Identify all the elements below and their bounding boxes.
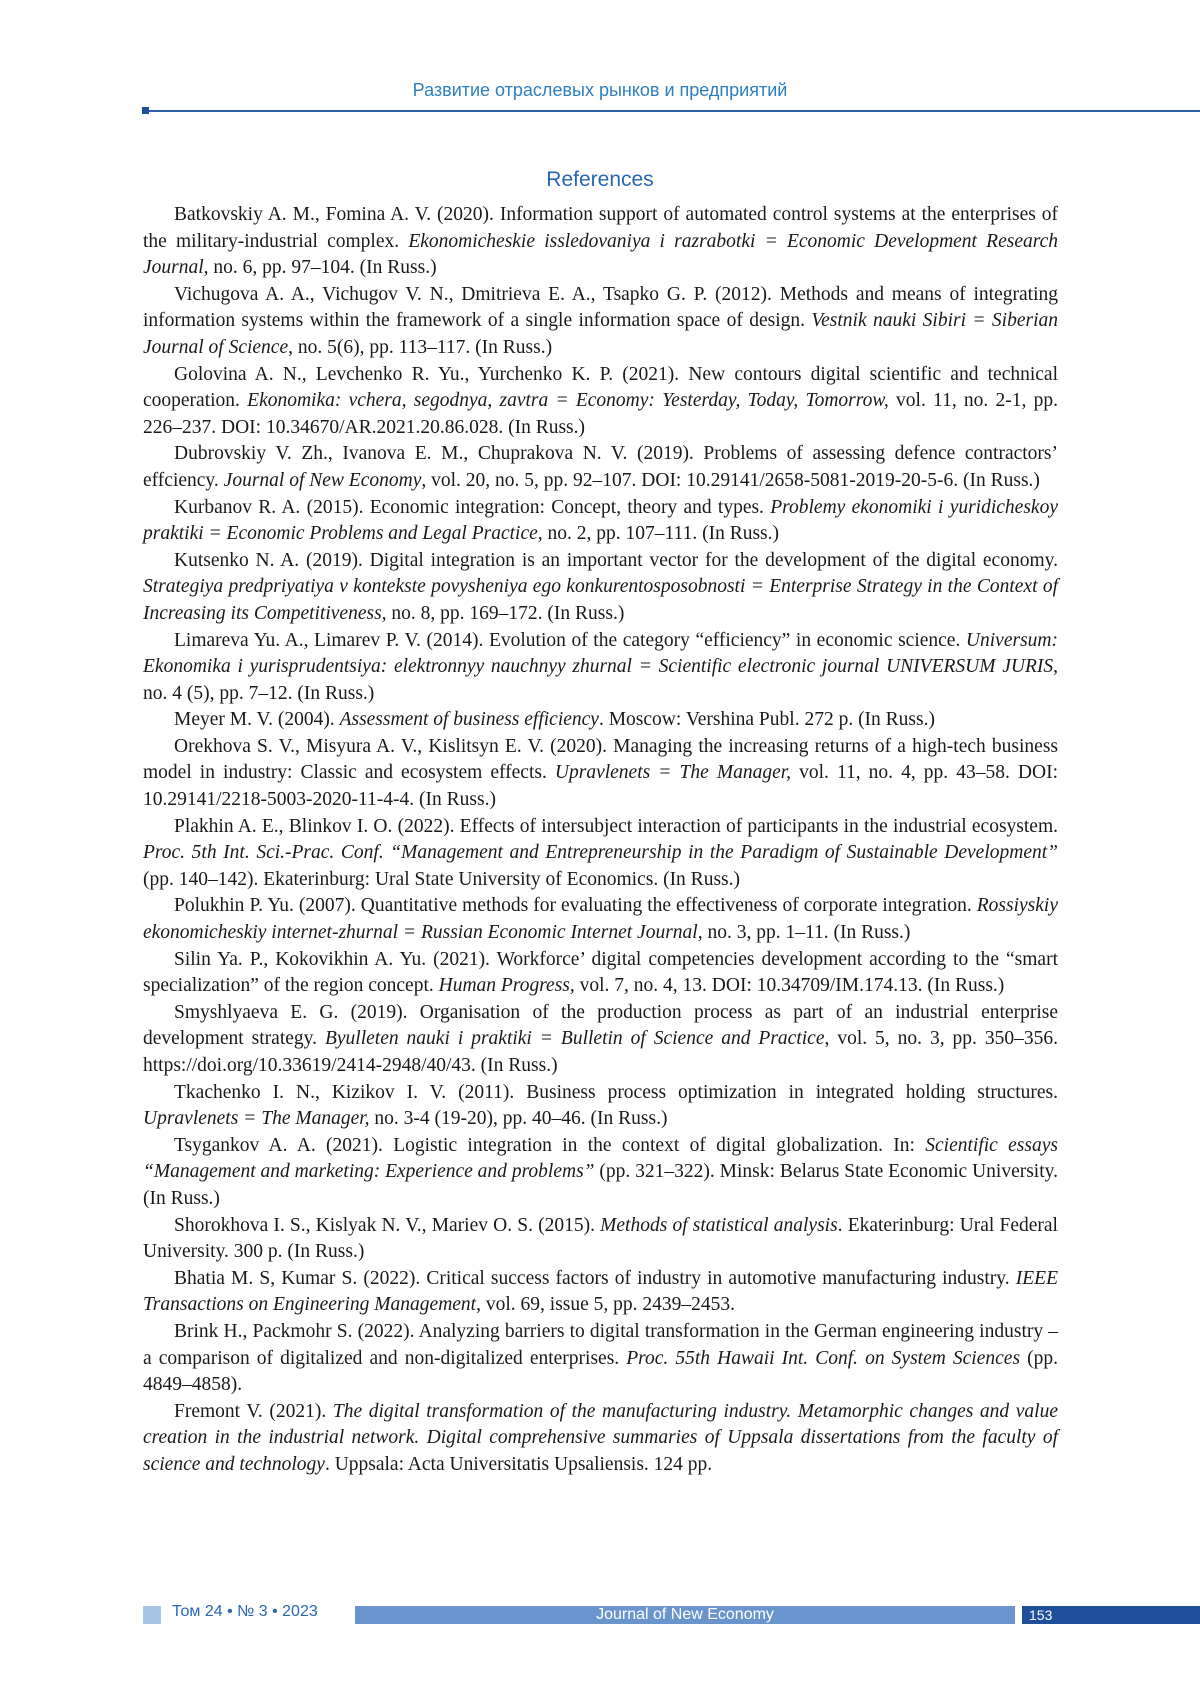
reference-item: Vichugova A. A., Vichugov V. N., Dmitrieva E. A., Tsapko G. P. (2012). Methods and means of integrating information systems within the framework of a single information space of design. Vestnik nauki Sibiri = Siberian Journal of Science, no. 5(6), pp. 113–117. (In Russ.) xyxy=(143,282,1058,362)
references-heading: References xyxy=(0,168,1200,192)
reference-item: Silin Ya. P., Kokovikhin A. Yu. (2021). Workforce’ digital competencies development according to the “smart specialization” of the region concept. Human Progress, vol. 7, no. 4, 13. DOI: 10.34709/IM.174.13. (In Russ.) xyxy=(143,947,1058,1000)
reference-item: Batkovskiy A. M., Fomina A. V. (2020). Information support of automated control systems at the enterprises of the military-industrial complex. Ekonomicheskie issledovaniya i razrabotki = Economic Development Research Journal, no. 6, pp. 97–104. (In Russ.) xyxy=(143,202,1058,282)
reference-item: Tkachenko I. N., Kizikov I. V. (2011). Business process optimization in integrated holding structures. Upravlenets = The Manager, no. 3-4 (19-20), pp. 40–46. (In Russ.) xyxy=(143,1080,1058,1133)
reference-item: Plakhin A. E., Blinkov I. O. (2022). Effects of intersubject interaction of participants in the industrial ecosystem. Proc. 5th Int. Sci.-Prac. Conf. “Management and Entrepreneurship in the Paradigm of Sustainable Development” (pp. 140–142). Ekaterinburg: Ural State University of Economics. (In Russ.) xyxy=(143,814,1058,894)
footer-marker xyxy=(143,1606,161,1624)
reference-item: Shorokhova I. S., Kislyak N. V., Mariev O. S. (2015). Methods of statistical analysis. Ekaterinburg: Ural Federal University. 300 p. (In Russ.) xyxy=(143,1213,1058,1266)
reference-item: Dubrovskiy V. Zh., Ivanova E. M., Chuprakova N. V. (2019). Problems of assessing defence contractors’ effciency. Journal of New Economy, vol. 20, no. 5, pp. 92–107. DOI: 10.29141/2658-5081-2019-20-5-6. (In Russ.) xyxy=(143,441,1058,494)
header-divider xyxy=(144,110,1200,112)
page-number: 153 xyxy=(1022,1606,1200,1624)
reference-item: Polukhin P. Yu. (2007). Quantitative methods for evaluating the effectiveness of corporate integration. Rossiyskiy ekonomicheskiy internet-zhurnal = Russian Economic Internet Journal, no. 3, pp. 1–11. (In Russ.) xyxy=(143,893,1058,946)
reference-item: Bhatia M. S, Kumar S. (2022). Critical success factors of industry in automotive manufacturing industry. IEEE Transactions on Engineering Management, vol. 69, issue 5, pp. 2439–2453. xyxy=(143,1266,1058,1319)
reference-item: Kutsenko N. A. (2019). Digital integration is an important vector for the development of the digital economy. Strategiya predpriyatiya v kontekste povysheniya ego konkurentosposobnosti = Enterprise Strategy in the Context of Increasing its Competitiveness, no. 8, pp. 169–172. (In Russ.) xyxy=(143,548,1058,628)
reference-item: Fremont V. (2021). The digital transformation of the manufacturing industry. Metamorphic changes and value creation in the industrial network. Digital comprehensive summaries of Uppsala dissertations from the faculty of science and technology. Uppsala: Acta Universitatis Upsaliensis. 124 pp. xyxy=(143,1399,1058,1479)
reference-item: Meyer M. V. (2004). Assessment of business efficiency. Moscow: Vershina Publ. 272 p. (In Russ.) xyxy=(143,707,1058,734)
reference-item: Tsygankov A. A. (2021). Logistic integration in the context of digital globalization. In: Scientific essays “Management and marketing: Experience and problems” (pp. 321–322). Minsk: Belarus State Economic University. (In Russ.) xyxy=(143,1133,1058,1213)
reference-item: Smyshlyaeva E. G. (2019). Organisation of the production process as part of an industrial enterprise development strategy. Byulleten nauki i praktiki = Bulletin of Science and Practice, vol. 5, no. 3, pp. 350–356. https://doi.org/10.33619/2414-2948/40/43. (In Russ.) xyxy=(143,1000,1058,1080)
references-list xyxy=(143,202,1058,1479)
reference-item: Golovina A. N., Levchenko R. Yu., Yurchenko K. P. (2021). New contours digital scientific and technical cooperation. Ekonomika: vchera, segodnya, zavtra = Economy: Yesterday, Today, Tomorrow, vol. 11, no. 2-1, pp. 226–237. DOI: 10.34670/AR.2021.20.86.028. (In Russ.) xyxy=(143,362,1058,442)
reference-item: Orekhova S. V., Misyura A. V., Kislitsyn E. V. (2020). Managing the increasing returns of a high-tech business model in industry: Classic and ecosystem effects. Upravlenets = The Manager, vol. 11, no. 4, pp. 43–58. DOI: 10.29141/2218-5003-2020-11-4-4. (In Russ.) xyxy=(143,734,1058,814)
reference-item: Limareva Yu. A., Limarev P. V. (2014). Evolution of the category “efficiency” in economic science. Universum: Ekonomika i yurisprudentsiya: elektronnyy nauchnyy zhurnal = Scientific electronic journal UNIVERSUM JURIS, no. 4 (5), pp. 7–12. (In Russ.) xyxy=(143,628,1058,708)
running-header-title: Развитие отраслевых рынков и предприятий xyxy=(0,80,1200,101)
footer-volume-issue: Том 24 • № 3 • 2023 xyxy=(172,1603,318,1621)
footer-journal-name: Journal of New Economy xyxy=(355,1606,1015,1624)
header-marker xyxy=(142,107,149,114)
reference-item: Brink H., Packmohr S. (2022). Analyzing barriers to digital transformation in the German engineering industry – a comparison of digitalized and non-digitalized enterprises. Proc. 55th Hawaii Int. Conf. on System Sciences (pp. 4849–4858). xyxy=(143,1319,1058,1399)
reference-item: Kurbanov R. A. (2015). Economic integration: Concept, theory and types. Problemy ekonomiki i yuridicheskoy praktiki = Economic Problems and Legal Practice, no. 2, pp. 107–111. (In Russ.) xyxy=(143,495,1058,548)
